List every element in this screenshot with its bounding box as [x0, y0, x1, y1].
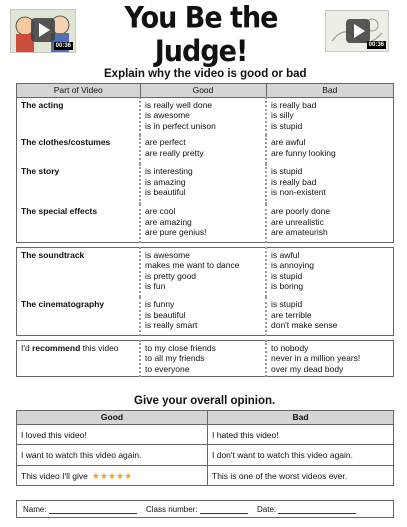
table-row [17, 340, 394, 377]
bad-cell: is stupid are terrible don't make sense [266, 297, 394, 335]
good-cell: is interesting is amazing is beautiful [140, 164, 266, 204]
section-title-opinion: Give your overall opinion. [134, 395, 276, 407]
criterion-cell: The special effects [17, 204, 141, 242]
table-row [17, 424, 394, 445]
good-opinion [17, 465, 208, 486]
name-label: Name: [23, 505, 47, 514]
bad-cell: are poorly done are unrealistic are amateurish [266, 204, 394, 242]
video-duration: 00:36 [368, 42, 384, 48]
criterion-cell: The clothes/costumes [17, 135, 141, 164]
column-header: Bad [208, 411, 394, 425]
bad-cell: is stupid is really bad is non-existent [266, 164, 394, 204]
table-row [17, 465, 394, 486]
name-field[interactable] [23, 505, 137, 514]
bad-cell: is awful is annoying is stupid is boring [266, 247, 394, 297]
criterion-cell: I'd recommend this video [17, 340, 141, 377]
page-title: You Be the Judge! [124, 1, 278, 69]
bad-cell: are awful are funny looking [266, 135, 394, 164]
date-field[interactable] [257, 505, 356, 514]
table-row [17, 445, 394, 466]
name-line[interactable] [49, 506, 137, 514]
right-video-thumbnail[interactable] [325, 10, 389, 52]
column-header: Part of Video [17, 84, 141, 98]
star-rating-icon[interactable]: ★★★★★ [91, 470, 133, 481]
criteria-table [16, 83, 394, 377]
good-cell: is funny is beautiful is really smart [140, 297, 266, 335]
good-opinion: I loved this video! [17, 424, 208, 445]
play-icon[interactable] [346, 19, 370, 43]
table-row [17, 135, 394, 164]
criterion-cell: The soundtrack [17, 247, 141, 297]
bad-cell: is really bad is silly is stupid [266, 97, 394, 135]
good-cell: to my close friends to all my friends to everyone [140, 340, 266, 377]
criterion-cell: The cinematography [17, 297, 141, 335]
date-label: Date: [257, 505, 277, 514]
table-row [17, 164, 394, 204]
table-row [17, 204, 394, 242]
section-title-explain: Explain why the video is good or bad [104, 68, 307, 80]
left-video-thumbnail[interactable] [10, 9, 76, 53]
play-icon[interactable] [31, 18, 55, 42]
video-duration: 00:36 [55, 43, 71, 49]
table-row [17, 97, 394, 135]
good-cell: is awesome makes me want to dance is pretty good is fun [140, 247, 266, 297]
good-opinion: I want to watch this video again. [17, 445, 208, 466]
criterion-cell: The story [17, 164, 141, 204]
bad-opinion: This is one of the worst videos ever. [208, 465, 394, 486]
table-header-row [17, 84, 394, 98]
table-header-row [17, 411, 394, 425]
table-row [17, 297, 394, 335]
class-number-field[interactable] [146, 505, 248, 514]
good-cell: are cool are amazing are pure genius! [140, 204, 266, 242]
good-cell: are perfect are really pretty [140, 135, 266, 164]
column-header: Good [140, 84, 266, 98]
bad-cell: to nobody never in a million years! over my dead body [266, 340, 394, 377]
good-cell: is really well done is awesome is in perfect unison [140, 97, 266, 135]
criterion-cell: The acting [17, 97, 141, 135]
column-header: Good [17, 411, 208, 425]
rating-text: This video I'll give [21, 470, 88, 481]
bad-opinion: I don't want to watch this video again. [208, 445, 394, 466]
student-info-box [16, 500, 394, 518]
table-row [17, 247, 394, 297]
opinion-table [16, 410, 394, 486]
column-header: Bad [266, 84, 394, 98]
class-number-label: Class number: [146, 505, 198, 514]
date-line[interactable] [278, 506, 356, 514]
class-number-line[interactable] [200, 506, 248, 514]
bad-opinion: I hated this video! [208, 424, 394, 445]
